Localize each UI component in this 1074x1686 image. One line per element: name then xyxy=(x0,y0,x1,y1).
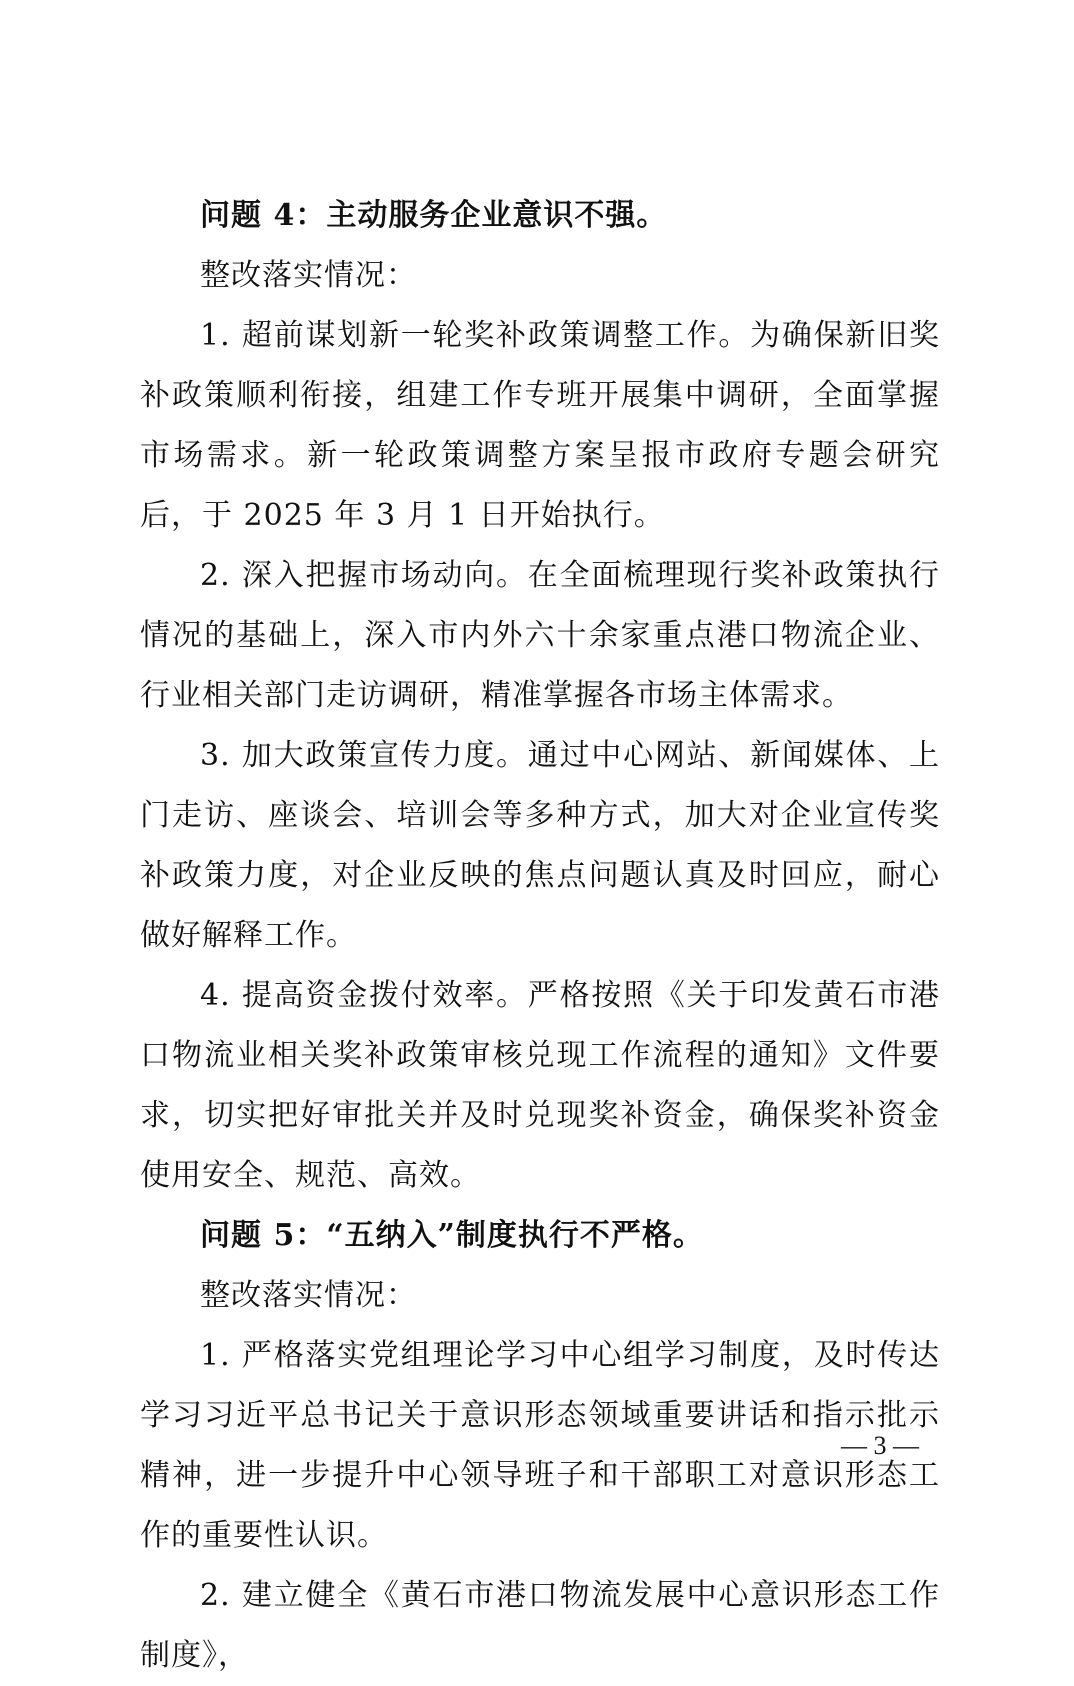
section-5-item-1: 1. 严格落实党组理论学习中心组学习制度，及时传达学习习近平总书记关于意识形态领域重要讲话和指示批示精神，进一步提升中心领导班子和干部职工对意识形态工作的重要性认识。 xyxy=(140,1338,940,1553)
section-4-status-label: 整改落实情况： xyxy=(200,258,417,293)
section-5-status-label: 整改落实情况： xyxy=(200,1278,417,1313)
section-5-item-2: 2. 建立健全《黄石市港口物流发展中心意识形态工作制度》， xyxy=(140,1578,940,1673)
section-4-heading: 问题 4：主动服务企业意识不强。 xyxy=(200,198,668,233)
section-5-heading: 问题 5：“五纳入”制度执行不严格。 xyxy=(200,1218,704,1253)
section-4-item-4: 4. 提高资金拨付效率。严格按照《关于印发黄石市港口物流业相关奖补政策审核兑现工作流程的通知》文件要求，切实把好审批关并及时兑现奖补资金，确保奖补资金使用安全、规范、高效。 xyxy=(140,978,940,1193)
section-4-item-2: 2. 深入把握市场动向。在全面梳理现行奖补政策执行情况的基础上，深入市内外六十余家重点港口物流企业、行业相关部门走访调研，精准掌握各市场主体需求。 xyxy=(140,558,940,713)
page-number: — 3 — xyxy=(841,1431,919,1460)
section-4-item-3: 3. 加大政策宣传力度。通过中心网站、新闻媒体、上门走访、座谈会、培训会等多种方式，加大对企业宣传奖补政策力度，对企业反映的焦点问题认真及时回应，耐心做好解释工作。 xyxy=(140,738,940,953)
section-4-item-1: 1. 超前谋划新一轮奖补政策调整工作。为确保新旧奖补政策顺利衔接，组建工作专班开展集中调研，全面掌握市场需求。新一轮政策调整方案呈报市政府专题会研究后，于 2025 年 3 月 1 日开始执行。 xyxy=(140,318,940,533)
